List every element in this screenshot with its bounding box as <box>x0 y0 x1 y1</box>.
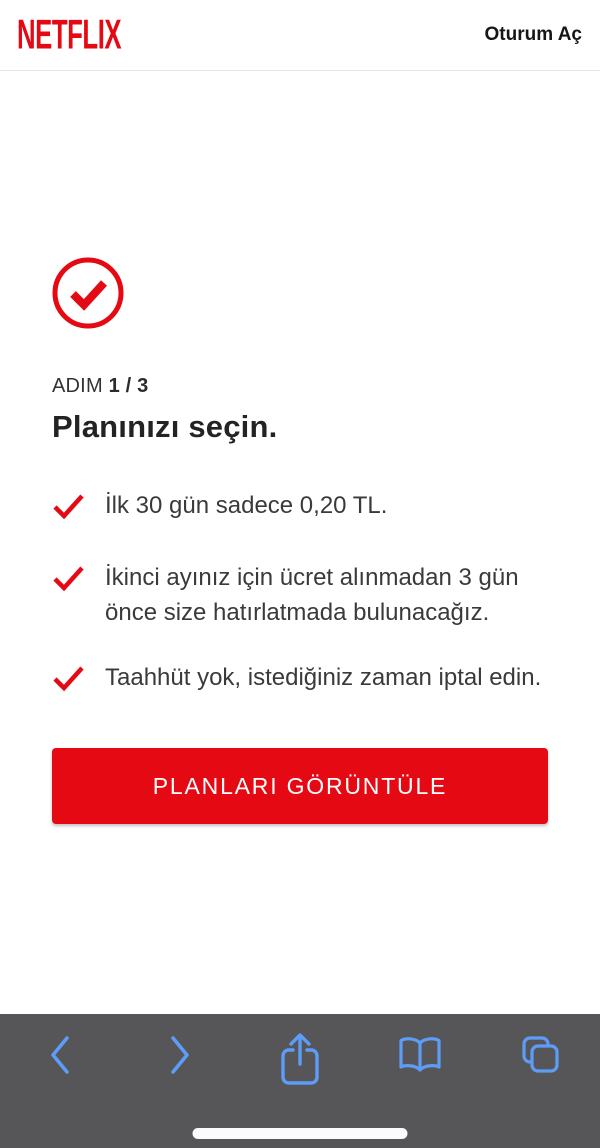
share-icon <box>278 1030 322 1091</box>
back-chevron-icon <box>48 1034 72 1079</box>
main-content <box>0 257 600 824</box>
browser-forward-button[interactable] <box>120 1014 240 1079</box>
tabs-icon <box>519 1034 561 1079</box>
page-title: Planınızı seçin. <box>52 409 278 444</box>
benefit-text: Taahhüt yok, istediğiniz zaman iptal edin. <box>105 664 542 691</box>
sign-in-link[interactable]: Oturum Aç <box>484 24 582 45</box>
bookmarks-book-icon <box>395 1034 445 1081</box>
home-indicator[interactable] <box>193 1128 408 1139</box>
forward-chevron-icon <box>168 1034 192 1079</box>
safari-toolbar <box>0 1014 600 1148</box>
step-indicator <box>52 375 548 398</box>
benefit-item <box>52 660 548 702</box>
header <box>0 0 600 71</box>
benefit-item <box>52 488 548 530</box>
checkmark-icon <box>52 492 85 530</box>
checkmark-icon <box>52 564 85 602</box>
checkmark-icon <box>52 664 85 702</box>
step-label: ADIM <box>52 375 103 397</box>
browser-tabs-button[interactable] <box>480 1014 600 1079</box>
check-circle-icon <box>52 257 124 329</box>
browser-share-button[interactable] <box>240 1014 360 1091</box>
benefit-item <box>52 560 548 630</box>
benefit-text: İkinci ayınız için ücret alınmadan 3 gün önce size hatırlatmada bulunacağız. <box>105 564 519 626</box>
step-value: 1 / 3 <box>108 375 149 397</box>
view-plans-button[interactable]: PLANLARI GÖRÜNTÜLE <box>52 748 548 824</box>
browser-back-button[interactable] <box>0 1014 120 1079</box>
benefits-list <box>52 488 548 702</box>
browser-bookmarks-button[interactable] <box>360 1014 480 1081</box>
benefit-text: İlk 30 gün sadece 0,20 TL. <box>105 492 388 519</box>
netflix-logo[interactable]: NETFLIX <box>17 11 122 58</box>
